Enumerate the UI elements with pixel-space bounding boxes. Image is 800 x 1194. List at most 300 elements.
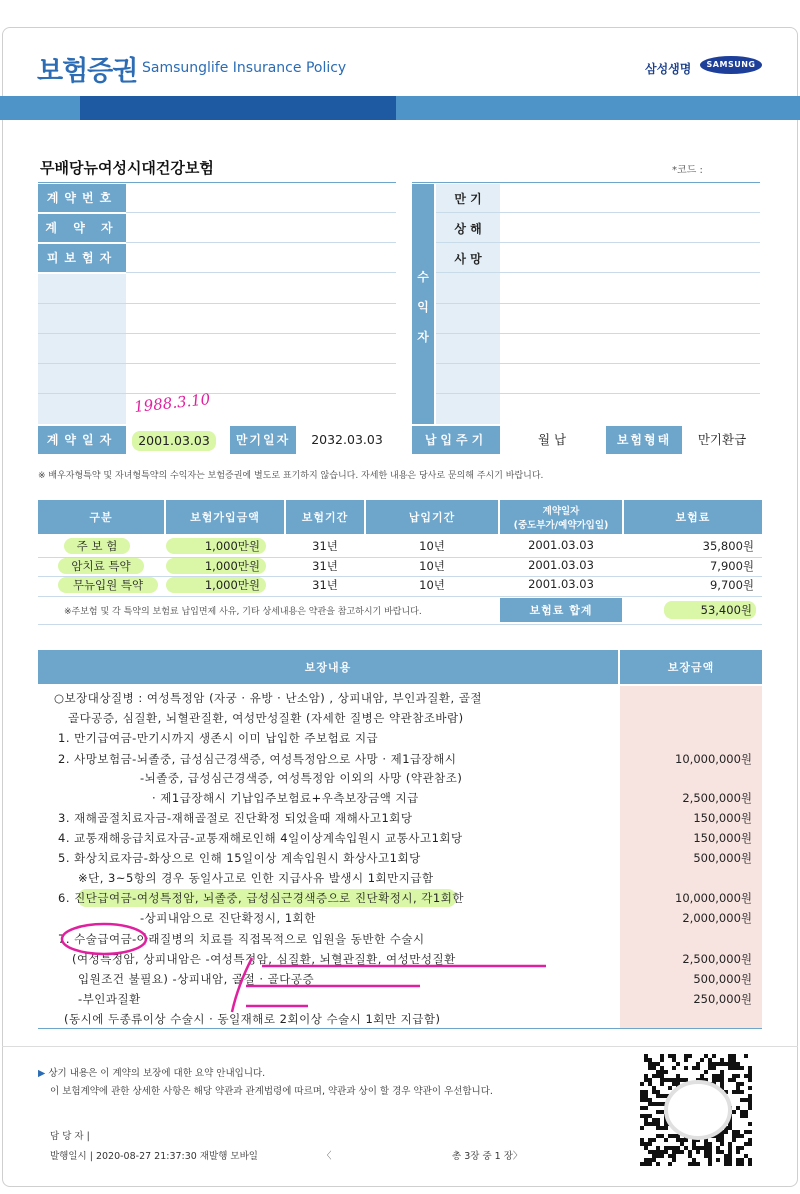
qr-module — [640, 1098, 644, 1102]
qr-module — [656, 1110, 660, 1114]
qr-module — [708, 1154, 712, 1158]
qr-module — [720, 1150, 724, 1154]
qr-module — [644, 1142, 648, 1146]
label-insured: 피보험자 — [38, 244, 126, 272]
beneficiary-side-label: 수 익 자 — [412, 184, 434, 424]
qr-module — [720, 1074, 724, 1078]
qr-module — [672, 1146, 676, 1150]
qr-module — [728, 1162, 732, 1166]
qr-module — [740, 1162, 744, 1166]
policy-type: 만기환급 — [697, 432, 747, 447]
qr-module — [684, 1066, 688, 1070]
qr-module — [708, 1150, 712, 1154]
qr-module — [716, 1150, 720, 1154]
coverage-line: 4. 교통재해응급치료자금-교통재해로인해 4일이상계속입원시 교통사고1회당 — [58, 831, 463, 845]
qr-module — [652, 1062, 656, 1066]
qr-module — [704, 1146, 708, 1150]
coverage-line: 7. 수술급여금-아래질병의 치료를 직접목적으로 입원을 동반한 수술시 — [58, 932, 425, 946]
qr-module — [744, 1074, 748, 1078]
qr-module — [692, 1162, 696, 1166]
row3-premium: 9,700원 — [709, 578, 754, 592]
qr-module — [644, 1106, 648, 1110]
qr-module — [668, 1146, 672, 1150]
qr-module — [648, 1062, 652, 1066]
qr-module — [748, 1078, 752, 1082]
row3-name: 무뉴입원 특약 — [58, 577, 158, 593]
qr-module — [740, 1110, 744, 1114]
qr-module — [744, 1098, 748, 1102]
qr-module — [660, 1066, 664, 1070]
qr-module — [656, 1146, 660, 1150]
plan-note: ※주보험 및 각 특약의 보험료 납입면제 사유, 기타 상세내용은 약관을 참고하시기 바랍니다. — [64, 607, 422, 617]
qr-module — [640, 1138, 644, 1142]
qr-module — [644, 1158, 648, 1162]
qr-module — [724, 1154, 728, 1158]
qr-code — [640, 1054, 752, 1166]
qr-module — [736, 1066, 740, 1070]
label-holder: 계 약 자 — [38, 214, 126, 242]
beneficiary-maturity-label: 만 기 — [454, 192, 482, 206]
qr-module — [648, 1122, 652, 1126]
coverage-line: 골다공증, 심질환, 뇌혈관질환, 여성만성질환 (자세한 질병은 약관참조바람) — [68, 711, 464, 725]
qr-module — [660, 1126, 664, 1130]
qr-module — [656, 1074, 660, 1078]
coverage-amount: 500,000원 — [693, 972, 752, 986]
qr-module — [680, 1142, 684, 1146]
th-pay-period: 납입기간 — [366, 500, 498, 534]
qr-module — [704, 1150, 708, 1154]
qr-module — [728, 1054, 732, 1058]
qr-module — [676, 1146, 680, 1150]
qr-module — [656, 1062, 660, 1066]
qr-module — [728, 1146, 732, 1150]
qr-module — [720, 1078, 724, 1082]
th-coverage-amount: 보장금액 — [620, 650, 762, 684]
qr-module — [740, 1066, 744, 1070]
qr-module — [740, 1090, 744, 1094]
qr-module — [748, 1086, 752, 1090]
qr-module — [652, 1066, 656, 1070]
qr-module — [676, 1138, 680, 1142]
qr-module — [748, 1070, 752, 1074]
qr-module — [644, 1054, 648, 1058]
qr-module — [652, 1086, 656, 1090]
qr-module — [660, 1150, 664, 1154]
qr-module — [736, 1150, 740, 1154]
qr-module — [720, 1082, 724, 1086]
qr-module — [648, 1102, 652, 1106]
manager-label: 담 당 자 | — [50, 1131, 90, 1142]
qr-module — [656, 1094, 660, 1098]
qr-module — [724, 1062, 728, 1066]
qr-module — [720, 1138, 724, 1142]
qr-module — [672, 1078, 676, 1082]
label-contract-number: 계약번호 — [38, 184, 126, 212]
qr-module — [728, 1142, 732, 1146]
total-premium: 53,400원 — [664, 601, 756, 619]
qr-module — [640, 1094, 644, 1098]
qr-module — [656, 1070, 660, 1074]
qr-module — [688, 1154, 692, 1158]
qr-module — [648, 1058, 652, 1062]
qr-module — [652, 1074, 656, 1078]
qr-module — [728, 1062, 732, 1066]
qr-module — [696, 1062, 700, 1066]
qr-module — [652, 1118, 656, 1122]
qr-module — [644, 1090, 648, 1094]
qr-module — [716, 1158, 720, 1162]
qr-module — [664, 1146, 668, 1150]
issue-info: 발행일시 | 2020-08-27 21:37:30 재발행 모바일 — [50, 1151, 258, 1162]
qr-module — [672, 1066, 676, 1070]
qr-module — [672, 1154, 676, 1158]
qr-module — [652, 1154, 656, 1158]
coverage-line: -뇌졸중, 급성심근경색증, 여성특정암 이외의 사망 (약관참조) — [140, 771, 463, 785]
qr-module — [716, 1146, 720, 1150]
label-pay-cycle: 납입주기 — [412, 426, 500, 454]
qr-module — [736, 1162, 740, 1166]
qr-module — [736, 1074, 740, 1078]
qr-module — [728, 1150, 732, 1154]
qr-module — [712, 1054, 716, 1058]
pay-cycle: 월 납 — [537, 432, 567, 447]
qr-module — [656, 1102, 660, 1106]
coverage-line: 2. 사망보험금-뇌졸중, 급성심근경색증, 여성특정암으로 사망 · 제1급장해시 — [58, 752, 457, 766]
qr-module — [704, 1154, 708, 1158]
qr-module — [640, 1114, 644, 1118]
qr-module — [736, 1082, 740, 1086]
qr-module — [740, 1098, 744, 1102]
qr-module — [728, 1158, 732, 1162]
qr-module — [668, 1078, 672, 1082]
qr-module — [640, 1082, 644, 1086]
qr-module — [700, 1146, 704, 1150]
th-amount: 보험가입금액 — [166, 500, 284, 534]
coverage-line: 6. 진단급여금-여성특정암, 뇌졸중, 급성심근경색증으로 진단확정시, 각1회한 — [58, 891, 464, 905]
qr-module — [748, 1098, 752, 1102]
row1-name: 주 보 험 — [64, 538, 130, 554]
qr-module — [660, 1078, 664, 1082]
coverage-amount: 2,500,000원 — [682, 952, 752, 966]
coverage-line: 3. 재해골절치료자금-재해골절로 진단확정 되었을때 재해사고1회당 — [58, 811, 413, 825]
qr-module — [664, 1070, 668, 1074]
qr-module — [732, 1078, 736, 1082]
qr-module — [680, 1078, 684, 1082]
qr-module — [724, 1130, 728, 1134]
qr-module — [732, 1138, 736, 1142]
qr-module — [732, 1110, 736, 1114]
label-policy-type: 보험형태 — [606, 426, 682, 454]
row3-amount: 1,000만원 — [166, 577, 266, 593]
row2-pay: 10년 — [419, 559, 445, 573]
qr-module — [684, 1078, 688, 1082]
coverage-line: 5. 화상치료자금-화상으로 인해 15일이상 계속입원시 화상사고1회당 — [58, 851, 421, 865]
qr-module — [684, 1058, 688, 1062]
qr-module — [660, 1102, 664, 1106]
qr-module — [748, 1158, 752, 1162]
qr-module — [652, 1102, 656, 1106]
th-premium: 보험료 — [624, 500, 762, 534]
qr-module — [740, 1146, 744, 1150]
qr-module — [748, 1074, 752, 1078]
qr-module — [684, 1146, 688, 1150]
qr-module — [644, 1122, 648, 1126]
qr-module — [696, 1066, 700, 1070]
qr-module — [732, 1058, 736, 1062]
qr-module — [660, 1058, 664, 1062]
qr-module — [664, 1126, 668, 1130]
qr-module — [740, 1158, 744, 1162]
qr-module — [696, 1150, 700, 1154]
coverage-amount: 10,000,000원 — [675, 891, 752, 905]
qr-module — [704, 1070, 708, 1074]
row2-name: 암치료 특약 — [58, 558, 144, 574]
qr-module — [740, 1114, 744, 1118]
product-code-label: *코드 : — [672, 165, 703, 176]
qr-module — [732, 1090, 736, 1094]
qr-module — [648, 1142, 652, 1146]
coverage-line: 입원조건 불필요) -상피내암, 골절 · 골다공증 — [78, 972, 315, 986]
qr-module — [652, 1138, 656, 1142]
qr-module — [692, 1158, 696, 1162]
qr-module — [728, 1126, 732, 1130]
qr-module — [668, 1162, 672, 1166]
beneficiary-notice: ※ 배우자형특약 및 자녀형특약의 수익자는 보험증권에 별도로 표기하지 않습니다. 자세한 내용은 당사로 문의해 주시기 바랍니다. — [38, 471, 544, 481]
qr-module — [680, 1150, 684, 1154]
qr-module — [672, 1082, 676, 1086]
qr-module — [744, 1142, 748, 1146]
coverage-amount: 2,000,000원 — [682, 911, 752, 925]
samsung-logo: SAMSUNG — [700, 56, 762, 74]
coverage-amount: 500,000원 — [693, 851, 752, 865]
qr-module — [640, 1142, 644, 1146]
contract-date: 2001.03.03 — [132, 431, 216, 451]
prev-page-button[interactable]: 〈 — [322, 1151, 332, 1162]
qr-module — [692, 1146, 696, 1150]
qr-module — [672, 1058, 676, 1062]
coverage-line: -상피내암으로 진단확정시, 1회한 — [140, 911, 316, 925]
qr-module — [656, 1154, 660, 1158]
qr-module — [700, 1058, 704, 1062]
row1-pay: 10년 — [419, 539, 445, 553]
th-coverage: 보장내용 — [38, 650, 618, 684]
row2-premium: 7,900원 — [709, 559, 754, 573]
qr-module — [740, 1134, 744, 1138]
qr-module — [672, 1134, 676, 1138]
qr-module — [744, 1110, 748, 1114]
qr-module — [740, 1082, 744, 1086]
qr-module — [648, 1114, 652, 1118]
qr-module — [736, 1134, 740, 1138]
qr-module — [672, 1158, 676, 1162]
qr-module — [712, 1062, 716, 1066]
qr-module — [736, 1090, 740, 1094]
qr-module — [648, 1098, 652, 1102]
qr-module — [648, 1066, 652, 1070]
page-subtitle: Samsunglife Insurance Policy — [142, 60, 347, 76]
footer-notice-b: 이 보험계약에 관한 상세한 사항은 해당 약관과 관계법령에 따르며, 약관과 상이 할 경우 약관이 우선합니다. — [50, 1086, 493, 1097]
coverage-amount: 150,000원 — [693, 831, 752, 845]
coverage-line: ○보장대상질병 : 여성특정암 (자궁 · 유방 · 난소암) , 상피내암, 부인과질환, 골절 — [54, 691, 483, 705]
qr-module — [720, 1070, 724, 1074]
row1-period: 31년 — [312, 539, 338, 553]
qr-module — [736, 1130, 740, 1134]
qr-module — [732, 1130, 736, 1134]
qr-module — [656, 1162, 660, 1166]
qr-module — [676, 1150, 680, 1154]
qr-module — [724, 1162, 728, 1166]
qr-module — [652, 1122, 656, 1126]
row2-period: 31년 — [312, 559, 338, 573]
coverage-amount: 2,500,000원 — [682, 791, 752, 805]
qr-module — [708, 1066, 712, 1070]
qr-module — [744, 1054, 748, 1058]
qr-module — [648, 1078, 652, 1082]
qr-module — [660, 1074, 664, 1078]
qr-module — [680, 1138, 684, 1142]
qr-module — [704, 1054, 708, 1058]
qr-module — [692, 1142, 696, 1146]
qr-erase-mark — [666, 1082, 730, 1138]
coverage-line: 1. 만기급여금-만기시까지 생존시 이미 납입한 주보험료 지급 — [58, 731, 379, 745]
coverage-amount: 150,000원 — [693, 811, 752, 825]
qr-module — [712, 1078, 716, 1082]
qr-module — [728, 1154, 732, 1158]
qr-module — [708, 1142, 712, 1146]
qr-module — [720, 1058, 724, 1062]
qr-module — [652, 1158, 656, 1162]
qr-module — [736, 1146, 740, 1150]
qr-module — [660, 1082, 664, 1086]
footer-divider — [2, 1046, 798, 1047]
qr-module — [656, 1134, 660, 1138]
qr-module — [660, 1110, 664, 1114]
qr-module — [736, 1158, 740, 1162]
qr-module — [696, 1162, 700, 1166]
qr-module — [744, 1130, 748, 1134]
qr-module — [692, 1066, 696, 1070]
qr-module — [652, 1150, 656, 1154]
qr-module — [720, 1142, 724, 1146]
qr-module — [644, 1114, 648, 1118]
row1-premium: 35,800원 — [702, 539, 754, 553]
qr-module — [696, 1146, 700, 1150]
qr-module — [644, 1094, 648, 1098]
coverage-amount: 250,000원 — [693, 992, 752, 1006]
qr-module — [732, 1066, 736, 1070]
qr-module — [748, 1066, 752, 1070]
qr-module — [728, 1078, 732, 1082]
qr-module — [700, 1074, 704, 1078]
qr-module — [676, 1074, 680, 1078]
qr-module — [668, 1154, 672, 1158]
qr-module — [716, 1078, 720, 1082]
qr-module — [660, 1054, 664, 1058]
qr-module — [676, 1062, 680, 1066]
qr-module — [640, 1162, 644, 1166]
th-category: 구분 — [38, 500, 164, 534]
qr-module — [672, 1150, 676, 1154]
beneficiary-injury-label: 상 해 — [454, 222, 482, 236]
qr-module — [656, 1118, 660, 1122]
qr-module — [672, 1054, 676, 1058]
qr-module — [640, 1090, 644, 1094]
qr-module — [656, 1150, 660, 1154]
qr-module — [644, 1162, 648, 1166]
qr-module — [644, 1146, 648, 1150]
qr-module — [660, 1154, 664, 1158]
qr-module — [660, 1094, 664, 1098]
label-maturity-date: 만기일자 — [230, 426, 296, 454]
qr-module — [708, 1162, 712, 1166]
row1-amount: 1,000만원 — [166, 538, 266, 554]
th-period: 보험기간 — [286, 500, 364, 534]
qr-module — [676, 1078, 680, 1082]
qr-module — [704, 1142, 708, 1146]
qr-module — [644, 1098, 648, 1102]
qr-module — [644, 1118, 648, 1122]
qr-module — [648, 1158, 652, 1162]
row2-amount: 1,000만원 — [166, 558, 266, 574]
qr-module — [728, 1066, 732, 1070]
qr-module — [648, 1138, 652, 1142]
qr-module — [644, 1078, 648, 1082]
qr-module — [684, 1054, 688, 1058]
qr-module — [736, 1062, 740, 1066]
qr-module — [664, 1138, 668, 1142]
qr-module — [748, 1094, 752, 1098]
qr-module — [656, 1122, 660, 1126]
qr-module — [732, 1134, 736, 1138]
qr-module — [716, 1138, 720, 1142]
qr-module — [664, 1150, 668, 1154]
coverage-line: · 제1급장해시 기납입주보험료+우측보장금액 지급 — [152, 791, 419, 805]
qr-module — [652, 1090, 656, 1094]
qr-module — [640, 1126, 644, 1130]
qr-module — [668, 1086, 672, 1090]
qr-module — [708, 1158, 712, 1162]
coverage-line: ※단, 3~5항의 경우 동일사고로 인한 지급사유 발생시 1회만지급함 — [78, 871, 434, 885]
qr-module — [736, 1106, 740, 1110]
qr-module — [716, 1062, 720, 1066]
qr-module — [640, 1106, 644, 1110]
qr-module — [716, 1074, 720, 1078]
qr-module — [660, 1070, 664, 1074]
qr-module — [668, 1054, 672, 1058]
qr-module — [644, 1074, 648, 1078]
row1-date: 2001.03.03 — [528, 538, 594, 552]
coverage-line: -부인과질환 — [78, 992, 141, 1006]
row3-date: 2001.03.03 — [528, 577, 594, 591]
qr-module — [688, 1150, 692, 1154]
qr-module — [708, 1146, 712, 1150]
page-title: 보험증권 — [37, 56, 138, 87]
qr-module — [748, 1162, 752, 1166]
qr-module — [688, 1054, 692, 1058]
qr-module — [748, 1130, 752, 1134]
coverage-line: (여성특정암, 상피내암은 -여성특정암, 심질환, 뇌혈관질환, 여성만성질환 — [72, 952, 456, 966]
qr-module — [664, 1078, 668, 1082]
product-name: 무배당뉴여성시대건강보험 — [40, 159, 214, 177]
qr-module — [648, 1082, 652, 1086]
qr-module — [712, 1074, 716, 1078]
qr-module — [708, 1062, 712, 1066]
row2-date: 2001.03.03 — [528, 558, 594, 572]
coverage-line: (동시에 두종류이상 수술시 · 동일재해로 2회이상 수술시 1회만 지급함) — [64, 1012, 441, 1026]
total-label: 보험료 합계 — [500, 598, 622, 622]
qr-module — [736, 1086, 740, 1090]
qr-module — [748, 1142, 752, 1146]
